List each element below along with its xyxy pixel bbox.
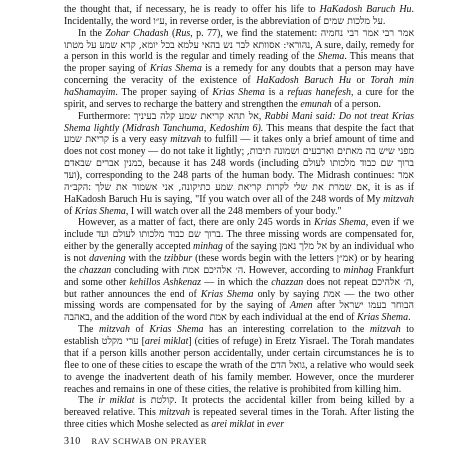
paragraph — [64, 111, 414, 218]
text-run: — the two other missing words are compensated for by the saying of — [64, 288, 415, 312]
italic-term: minhag — [343, 264, 374, 276]
running-head: RAV SCHWAB ON PRAYER — [91, 436, 208, 446]
text-run: has an interesting correlation to the — [203, 324, 370, 336]
text-run: ] (cities of refuge) in Eretz Yisrael. The Torah mandates that if a person kills another person accidentally, under certain circumstances he is to flee to one of these cities to escape the wrath of the — [64, 336, 415, 371]
text-run: ( — [168, 27, 176, 39]
hebrew-phrase: אמת — [209, 312, 227, 324]
text-run: , but rather announces the end of — [64, 276, 414, 300]
text-run: of a person. — [331, 98, 381, 110]
text-run: , A sure, daily, remedy for a person in this world is the regular and timely reading of the — [64, 39, 415, 63]
hebrew-phrase: מפני שיש בה מאתים וארבעים ושמונה תיבות, כמנין אברים שבאדם — [64, 146, 415, 170]
text-run: [ — [138, 336, 145, 348]
text-run: , in reverse order, is the abbreviation of — [164, 15, 324, 27]
text-run: of — [129, 324, 150, 336]
italic-term: tzibbur — [164, 253, 193, 265]
text-run: , — [258, 110, 265, 122]
italic-term: Krias Shema — [149, 63, 202, 75]
hebrew-phrase: ה׳ אלהיכם אמת — [182, 264, 244, 276]
text-run: , even if we include — [64, 217, 414, 241]
italic-term: HaKadosh Baruch Hu — [319, 4, 412, 15]
italic-term: kehillos Ashkenaz — [129, 276, 201, 288]
italic-term: arei miklat — [211, 419, 255, 431]
text-run: ) or by hearing the — [64, 253, 414, 276]
hebrew-phrase: קולטת — [150, 395, 175, 407]
page-number: 310 — [64, 436, 81, 447]
text-run: . It protects the accidental killer from being killed by a bereaved relative. This — [64, 395, 414, 419]
text-run: to establish — [64, 324, 415, 348]
hebrew-phrase: גואל הדם — [270, 359, 306, 371]
italic-term: mitzvah — [99, 324, 130, 336]
italic-term: minhag — [193, 241, 223, 253]
paragraph — [64, 217, 414, 324]
text-run: is a — [264, 87, 288, 99]
italic-term: Krias Shema — [200, 288, 254, 300]
italic-term: Torah min haShamayim — [64, 75, 414, 99]
italic-term: mitzvah — [170, 134, 202, 146]
hebrew-phrase: קריאת שמע — [64, 134, 109, 146]
text-run: is a remedy for any doubts that a person may have concerning the veracity of the existence of — [64, 63, 414, 87]
hebrew-phrase: ברוך שם כבוד מלכותו לעולם ועד — [64, 158, 415, 182]
hebrew-phrase: אמר רבי נחמיה — [320, 27, 379, 39]
page-footer — [64, 436, 207, 447]
text-run: : — [88, 181, 96, 193]
text-run: . However, according to — [243, 264, 344, 276]
paragraph — [64, 324, 414, 395]
text-run: The — [78, 395, 99, 407]
text-run: in — [254, 419, 268, 431]
hebrew-phrase: ברוך שם כבוד מלכותו לעולם ועד — [96, 229, 221, 241]
italic-term: mitzvah — [159, 407, 190, 419]
text-run: of the saying — [222, 241, 280, 253]
text-run: of — [64, 205, 75, 217]
italic-term: Amen — [290, 300, 313, 312]
hebrew-phrase: ע״ו — [153, 15, 165, 27]
italic-term: Krias Shema — [356, 312, 409, 324]
text-run: , a cure for the spirit, and serves to recharge the battery and strengthen the — [64, 87, 414, 110]
text-run: by an individual who is not — [64, 241, 415, 265]
text-run: by each individual at the end of — [226, 312, 357, 324]
text-run: . The proper saying of — [115, 87, 213, 99]
italic-term: Rabbi Mani said: Do not treat Krias Shema lightly (Midrash Tanchuma, Kedoshim 6). — [64, 110, 414, 134]
italic-term: Krias Shema — [314, 217, 366, 229]
text-run: . — [408, 312, 411, 324]
text-run: ), corresponding to the 248 parts of the human body. The Midrash continues: — [76, 170, 398, 182]
text-run: , it is as if HaKadosh Baruch Hu is saying, "If you watch over all of the 248 words of My — [64, 181, 414, 205]
hebrew-phrase: על מלכות שמים — [323, 15, 383, 27]
hebrew-phrase: אמר הקב״ה — [64, 170, 414, 193]
hebrew-phrase: הבוחר בעמו ישראל באהבה — [64, 300, 415, 324]
text-run: the thought that, if necessary, he is ready to offer his life to — [64, 4, 320, 15]
text-run: . This means that the proper saying of — [64, 51, 414, 75]
italic-term: Krias Shema — [74, 205, 126, 217]
italic-term: Krias Shema — [212, 87, 265, 99]
text-run: with the — [125, 253, 165, 265]
hebrew-phrase: ערי מקלט — [101, 336, 139, 348]
text-run: . Incidentally, the word — [64, 4, 414, 27]
text-run: is — [134, 395, 151, 407]
paragraph — [64, 395, 414, 431]
italic-term: chazzan — [271, 276, 304, 288]
text-run: or — [351, 75, 371, 87]
italic-term: Shema — [317, 51, 345, 63]
paragraph — [64, 4, 414, 28]
italic-term: arei miklat — [144, 336, 189, 348]
text-run: , and the addition of the word — [89, 312, 210, 324]
italic-term: Krias Shema — [149, 324, 204, 336]
italic-term: HaKadosh Baruch Hu — [256, 75, 352, 87]
text-run: is a very easy — [108, 134, 171, 146]
text-run: The — [78, 324, 100, 336]
italic-term: ir miklat — [98, 395, 135, 407]
italic-term: davening — [89, 253, 126, 265]
text-run: is repeated several times in the Torah. After listing the three cities which Moshe selected as — [64, 407, 415, 431]
paragraph — [64, 28, 414, 111]
text-run: after — [312, 300, 340, 312]
italic-term: Rus — [175, 27, 191, 39]
text-run: This means that despite the fact that — [263, 122, 415, 134]
hebrew-phrase: אמת — [323, 288, 341, 300]
italic-term: ever — [267, 419, 285, 431]
text-run: (these words begin with the letters — [192, 253, 337, 265]
italic-term: mitzvah — [369, 324, 401, 336]
italic-term: Zohar Chadash — [105, 27, 169, 39]
text-run: — in which the — [200, 276, 272, 288]
italic-term: chazzan — [79, 264, 112, 276]
hebrew-phrase: אמ״ן — [336, 253, 354, 265]
text-run: does not repeat — [303, 276, 372, 288]
text-run: However, as a matter of fact, there are only 245 words in — [78, 217, 315, 229]
text-run: concluding with — [111, 264, 183, 276]
hebrew-phrase: אל מלך נאמן — [279, 241, 328, 253]
hebrew-phrase: אם שמרת את שלי לקרות קריאת שמע כתיקונה, אני אשמור את שלך — [95, 181, 368, 193]
text-run: In the — [78, 27, 106, 39]
italic-term: mitzvah — [383, 193, 414, 205]
text-run: , I will watch over all the 248 members of your body." — [125, 205, 342, 217]
hebrew-phrase: אל תהא קריאת שמע קלה בעיניך — [133, 110, 259, 122]
text-run: Furthermore: — [78, 110, 134, 122]
text-run: Frankfurt and some other — [64, 264, 414, 288]
italic-term: refuas hanefesh — [287, 87, 351, 99]
text-run: to fulfill — it takes only a brief amount of time and does not cost money — do not take it lightly; — [64, 134, 414, 158]
text-run: . — [382, 15, 386, 27]
italic-term: emunah — [300, 98, 332, 110]
text-run: , p. 77), we find the statement: — [190, 27, 321, 39]
hebrew-phrase: אמר רבי נהוראי: אסוותא לבר נש בהאי עלמא בכל יומא, קרא שמע על מטתו — [64, 27, 415, 51]
text-run: . The three missing words are compensated for, either by the generally accepted — [64, 229, 414, 253]
text-run: , a relative who would seek to avenge the inadvertent death of his family member. However, once the murderer reaches and remains in one of these cities, the relative is prohibited from killing him. — [64, 359, 414, 395]
text-run: , because it has 248 words (including — [142, 158, 303, 170]
text-run: only by saying — [253, 288, 324, 300]
hebrew-phrase: ה׳ אלהיכם — [371, 276, 412, 288]
body-text — [64, 4, 414, 431]
